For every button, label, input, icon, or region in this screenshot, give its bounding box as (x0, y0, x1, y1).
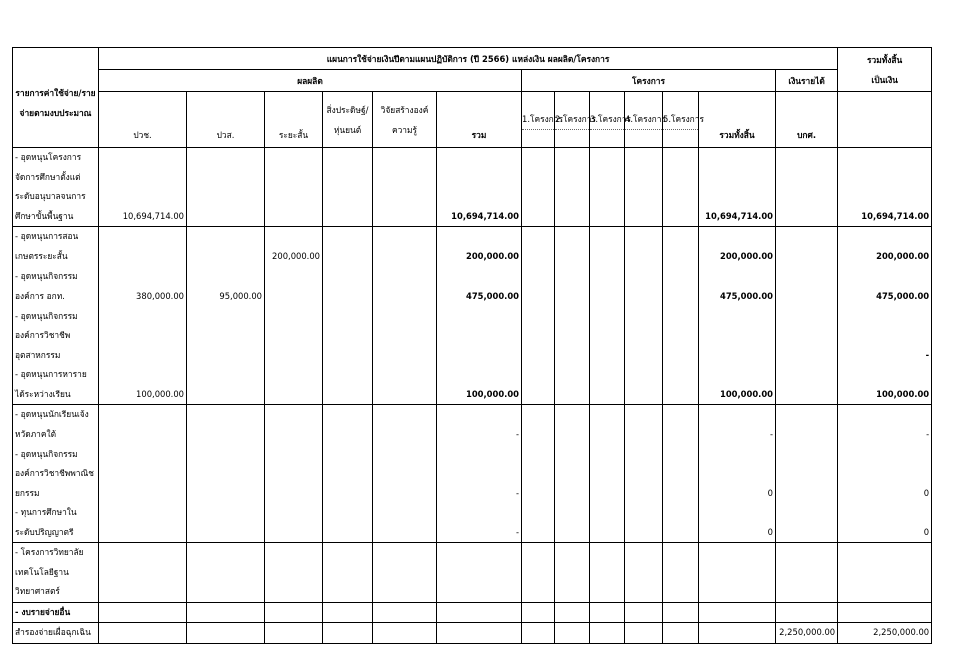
row-label: - อุดหนุนนักเรียนเจ้งหวัดภาคใต้ (13, 405, 99, 445)
cell-p1 (522, 405, 555, 445)
row-label-header: รายการค่าใช้จ่าย/รายจ่ายตามงบประมาณ (13, 48, 99, 148)
cell-all (699, 306, 776, 365)
cell-p4 (625, 444, 663, 503)
cell-p4 (625, 623, 663, 644)
cell-p2 (555, 148, 590, 227)
cell-p1 (522, 148, 555, 227)
cell-sum (437, 543, 522, 603)
cell-research (373, 227, 437, 267)
cell-bks (776, 365, 838, 405)
row-label: - อุดหนุนโครงการจัดการศึกษาตั้งแต่ระดับอนุบาลจนการศึกษาขั้นพื้นฐาน (13, 148, 99, 227)
cell-pvs (187, 148, 265, 227)
row-label: - อุดหนุนการหารายได้ระหว่างเรียน (13, 365, 99, 405)
cell-grand (838, 602, 932, 623)
table-row (13, 503, 932, 543)
budget-sheet (12, 47, 931, 644)
cell-p5 (663, 503, 699, 543)
cell-p3 (590, 266, 625, 306)
grand-total-label: รวมทั้งสิ้น (867, 55, 903, 65)
cell-p4 (625, 543, 663, 603)
cell-p3 (590, 623, 625, 644)
col-p1-label: 1.โครงการ (522, 109, 554, 130)
cell-p3 (590, 602, 625, 623)
cell-short (265, 602, 323, 623)
cell-pvc (99, 543, 187, 603)
cell-research (373, 266, 437, 306)
cell-all (699, 602, 776, 623)
cell-bks (776, 266, 838, 306)
cell-all: 475,000.00 (699, 266, 776, 306)
cell-pvs (187, 306, 265, 365)
cell-short (265, 365, 323, 405)
cell-research (373, 365, 437, 405)
cell-sum: - (437, 503, 522, 543)
col-p2-label: 2.โครงการ (555, 109, 589, 130)
cell-research (373, 306, 437, 365)
col-invent: สิ่งประดิษฐ์/หุ่นยนต์ (323, 92, 373, 148)
cell-p3 (590, 543, 625, 603)
cell-all: 100,000.00 (699, 365, 776, 405)
cell-grand: - (838, 405, 932, 445)
cell-sum (437, 306, 522, 365)
cell-p4 (625, 602, 663, 623)
cell-invent (323, 405, 373, 445)
cell-p2 (555, 543, 590, 603)
col-sum: รวม (437, 92, 522, 148)
col-grand-empty (838, 92, 932, 148)
projects-group-header: โครงการ (522, 70, 776, 92)
cell-p5 (663, 227, 699, 267)
cell-pvc: 380,000.00 (99, 266, 187, 306)
cell-bks: 2,250,000.00 (776, 623, 838, 644)
table-row (13, 306, 932, 365)
cell-short (265, 503, 323, 543)
row-label: - ทุนการศึกษาในระดับปริญญาตรี (13, 503, 99, 543)
cell-research (373, 444, 437, 503)
row-label: - อุดหนุนกิจกรรมองค์การ อกท. (13, 266, 99, 306)
cell-sum: - (437, 444, 522, 503)
col-pvs: ปวส. (187, 92, 265, 148)
cell-grand: 475,000.00 (838, 266, 932, 306)
cell-pvs (187, 444, 265, 503)
cell-invent (323, 365, 373, 405)
cell-p5 (663, 602, 699, 623)
cell-pvs (187, 503, 265, 543)
cell-p3 (590, 503, 625, 543)
cell-p1 (522, 266, 555, 306)
cell-grand: 0 (838, 503, 932, 543)
cell-p5 (663, 266, 699, 306)
cell-p5 (663, 444, 699, 503)
cell-sum (437, 623, 522, 644)
cell-bks (776, 306, 838, 365)
row-label: - โครงการวิทยาลัยเทคโนโลยีฐานวิทยาศาสตร์ (13, 543, 99, 603)
cell-p1 (522, 543, 555, 603)
cell-p5 (663, 148, 699, 227)
cell-invent (323, 266, 373, 306)
cell-bks (776, 227, 838, 267)
cell-all: 200,000.00 (699, 227, 776, 267)
table-row (13, 227, 932, 267)
cell-invent (323, 503, 373, 543)
cell-research (373, 543, 437, 603)
cell-grand: - (838, 306, 932, 365)
table-row (13, 543, 932, 603)
cell-invent (323, 148, 373, 227)
col-p3-label: 3.โครงการ (590, 109, 624, 130)
cell-pvs (187, 227, 265, 267)
col-p4-label: 4.โครงการ (625, 109, 662, 130)
cell-pvc (99, 503, 187, 543)
cell-all: - (699, 405, 776, 445)
cell-grand: 200,000.00 (838, 227, 932, 267)
cell-sum: 10,694,714.00 (437, 148, 522, 227)
cell-p1 (522, 365, 555, 405)
table-row (13, 266, 932, 306)
cell-bks (776, 405, 838, 445)
cell-sum: 200,000.00 (437, 227, 522, 267)
cell-p5 (663, 365, 699, 405)
cell-p4 (625, 405, 663, 445)
cell-sum: - (437, 405, 522, 445)
cell-grand: 100,000.00 (838, 365, 932, 405)
col-research: วิจัยสร้างองค์ความรู้ (373, 92, 437, 148)
cell-all: 10,694,714.00 (699, 148, 776, 227)
cell-short (265, 306, 323, 365)
cell-grand: 0 (838, 444, 932, 503)
col-p5-label: 5.โครงการ (663, 109, 698, 130)
cell-research (373, 602, 437, 623)
grand-total-header (838, 48, 932, 92)
cell-grand (838, 543, 932, 603)
cell-pvc (99, 602, 187, 623)
cell-invent (323, 227, 373, 267)
cell-pvs (187, 602, 265, 623)
cell-p2 (555, 227, 590, 267)
cell-invent (323, 602, 373, 623)
cell-p2 (555, 306, 590, 365)
cell-research (373, 503, 437, 543)
cell-pvs (187, 365, 265, 405)
budget-table (12, 47, 932, 644)
col-p5 (663, 92, 704, 148)
cell-p1 (522, 602, 555, 623)
cell-pvs (187, 405, 265, 445)
main-title: แผนการใช้จ่ายเงินปีตามแผนปฏิบัติการ (ปี 2566) แหล่งเงิน ผลผลิต/โครงการ (99, 48, 838, 70)
cell-research (373, 405, 437, 445)
col-bks: บกศ. (776, 92, 838, 148)
cell-research (373, 148, 437, 227)
cell-p5 (663, 306, 699, 365)
cell-p4 (625, 365, 663, 405)
cell-all: 0 (699, 503, 776, 543)
cell-bks (776, 444, 838, 503)
col-p4 (625, 92, 666, 148)
row-label: - อุดหนุนกิจกรรมองค์การวิชาชีพอุตสาหกรรม (13, 306, 99, 365)
cell-pvs (187, 543, 265, 603)
cell-p4 (625, 266, 663, 306)
cell-p3 (590, 148, 625, 227)
cell-p5 (663, 405, 699, 445)
cell-pvc (99, 306, 187, 365)
cell-p5 (663, 623, 699, 644)
cell-invent (323, 543, 373, 603)
cell-p2 (555, 623, 590, 644)
cell-p2 (555, 444, 590, 503)
cell-invent (323, 444, 373, 503)
row-label: - อุดหนุนกิจกรรมองค์การวิชาชีพพาณิชยกรรม (13, 444, 99, 503)
cell-p3 (590, 227, 625, 267)
cell-all: 0 (699, 444, 776, 503)
table-row (13, 365, 932, 405)
cell-bks (776, 602, 838, 623)
cell-bks (776, 148, 838, 227)
cell-p3 (590, 444, 625, 503)
income-group-header: เงินรายได้ (776, 70, 838, 92)
cell-pvs (187, 623, 265, 644)
cell-p1 (522, 444, 555, 503)
cell-p1 (522, 623, 555, 644)
col-p1 (522, 92, 563, 148)
cell-grand: 2,250,000.00 (838, 623, 932, 644)
cell-p1 (522, 227, 555, 267)
cell-p5 (663, 543, 699, 603)
cell-p2 (555, 503, 590, 543)
cell-p4 (625, 227, 663, 267)
cell-p1 (522, 306, 555, 365)
cell-sum: 100,000.00 (437, 365, 522, 405)
cell-pvc (99, 444, 187, 503)
cell-all (699, 623, 776, 644)
cell-bks (776, 503, 838, 543)
grand-total-sublabel: เป็นเงิน (871, 75, 898, 85)
cell-p4 (625, 148, 663, 227)
cell-grand: 10,694,714.00 (838, 148, 932, 227)
col-all: รวมทั้งสิ้น (699, 92, 776, 148)
cell-p1 (522, 503, 555, 543)
cell-short (265, 623, 323, 644)
row-label: - งบรายจ่ายอื่น (13, 602, 99, 623)
cell-short (265, 405, 323, 445)
cell-short (265, 444, 323, 503)
col-p3 (590, 92, 631, 148)
table-row (13, 148, 932, 227)
row-label: - อุดหนุนการสอนเกษตรระยะสั้น (13, 227, 99, 267)
table-row (13, 602, 932, 623)
cell-pvc (99, 623, 187, 644)
cell-pvc: 100,000.00 (99, 365, 187, 405)
cell-invent (323, 623, 373, 644)
outputs-group-header: ผลผลิต (99, 70, 522, 92)
row-label: สำรองจ่ายเผื่อฉุกเฉิน (13, 623, 99, 644)
cell-all (699, 543, 776, 603)
cell-p2 (555, 405, 590, 445)
cell-p2 (555, 266, 590, 306)
cell-p3 (590, 365, 625, 405)
cell-pvs: 95,000.00 (187, 266, 265, 306)
cell-research (373, 623, 437, 644)
cell-short (265, 543, 323, 603)
cell-pvc: 10,694,714.00 (99, 148, 187, 227)
table-row (13, 623, 932, 644)
cell-pvc (99, 405, 187, 445)
table-row (13, 405, 932, 445)
cell-short (265, 266, 323, 306)
cell-sum: 475,000.00 (437, 266, 522, 306)
cell-p2 (555, 365, 590, 405)
cell-short: 200,000.00 (265, 227, 323, 267)
cell-p2 (555, 602, 590, 623)
cell-sum (437, 602, 522, 623)
col-p2 (555, 92, 596, 148)
cell-short (265, 148, 323, 227)
cell-invent (323, 306, 373, 365)
col-short: ระยะสั้น (265, 92, 323, 148)
table-row (13, 444, 932, 503)
cell-p3 (590, 405, 625, 445)
cell-pvc (99, 227, 187, 267)
cell-p4 (625, 306, 663, 365)
cell-p3 (590, 306, 625, 365)
cell-p4 (625, 503, 663, 543)
col-pvc: ปวช. (99, 92, 187, 148)
cell-bks (776, 543, 838, 603)
